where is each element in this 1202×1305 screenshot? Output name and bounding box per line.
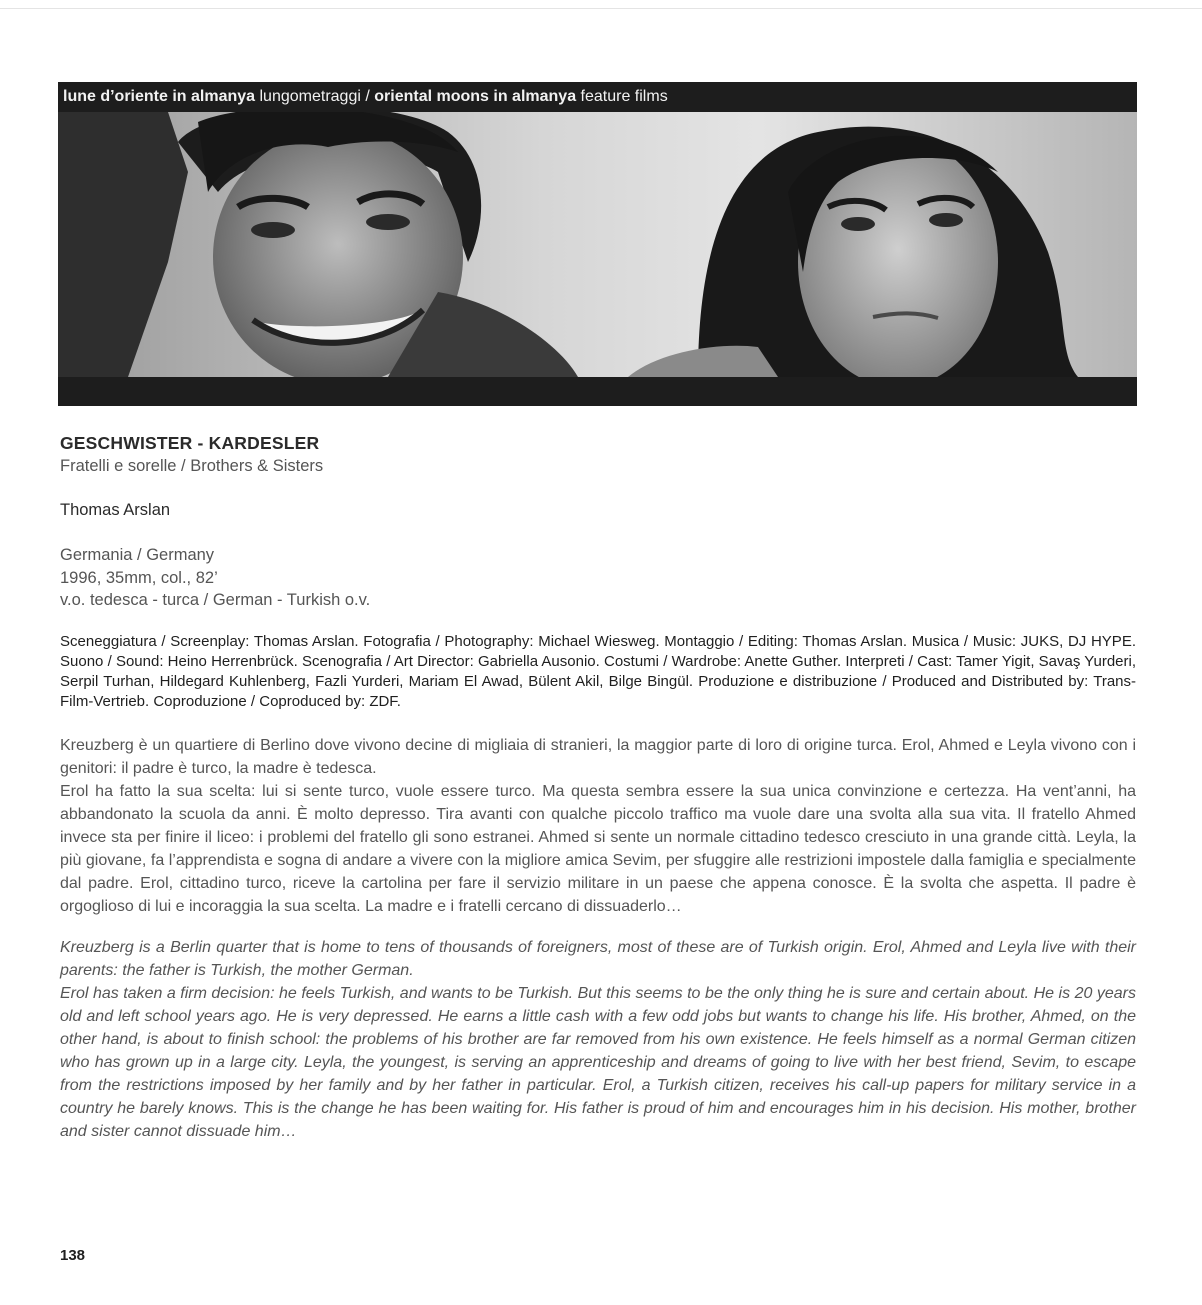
section-caption (58, 82, 1137, 112)
film-subtitle: Fratelli e sorelle / Brothers & Sisters (60, 457, 324, 475)
synopsis-paragraph: Erol ha fatto la sua scelta: lui si sente turco, vuole essere turco. Ma questa sembra essere la sua unica convinzione e certezza. Ha vent’anni, ha abbandonato la scuola da anni. È molto depresso. Tira avanti con qualche piccolo traffico ma vuole dare una svolta alla sua vita. Il fratello Ahmed invece sta per finire il liceo: i problemi del fratello gli sono estranei. Ahmed si sente un normale cittadino tedesco cresciuto in una grande città. Leyla, la più giovane, fa l’apprendista e sogna di andare a vivere con la migliore amica Sevim, per sfuggire alle restrizioni impostele dalla famiglia e specialmente dal padre. Erol, cittadino turco, riceve la cartolina per fare il servizio militare in un paese che appena conosce. È la svolta che aspetta. Il padre è orgoglioso di lui e incoraggia la sua scelta. La madre e i fratelli cercano di dissuaderlo… (60, 782, 1136, 915)
film-specs: 1996, 35mm, col., 82’ (60, 568, 218, 587)
synopsis-paragraph: Erol has taken a firm decision: he feels Turkish, and wants to be Turkish. But this seems to be the only thing he is sure and certain about. He is 20 years old and left school years ago. He is very depressed. He earns a little cash with a few odd jobs but wants to change his life. His brother, Ahmed, on the other hand, is about to finish school: the problems of his brother are far removed from his own existence. He feels himself as a normal German citizen who has grown up in a large city. Leyla, the youngest, is serving an apprenticeship and dreams of going to live with her best friend, Sevim, to escape from the restrictions imposed by her family and by her father in particular. Erol, a Turkish citizen, receives his call-up papers for military service in a country he barely knows. This is the change he has been waiting for. His father is proud of him and encourages him in his decision. His mother, brother and sister cannot dissuade him… (60, 984, 1136, 1140)
header-banner (58, 82, 1137, 406)
top-divider (0, 8, 1202, 9)
synopsis-italian (60, 734, 1136, 918)
section-title-en: oriental moons in almanya (374, 88, 577, 105)
caption-separator: / (365, 88, 370, 105)
synopsis-paragraph: Kreuzberg è un quartiere di Berlino dove vivono decine di migliaia di stranieri, la maggior parte di loro di origine turca. Erol, Ahmed e Leyla vivono con i genitori: il padre è turco, la madre è tedesca. (60, 736, 1136, 777)
synopsis-paragraph: Kreuzberg is a Berlin quarter that is home to tens of thousands of foreigners, most of these are of Turkish origin. Erol, Ahmed and Leyla live with their parents: the father is Turkish, the mother German. (60, 938, 1136, 979)
section-title-it: lune d’oriente in almanya (63, 88, 256, 105)
film-credits: Sceneggiatura / Screenplay: Thomas Arslan. Fotografia / Photography: Michael Wiesweg. Montaggio / Editing: Thomas Arslan. Musica / Music: JUKS, DJ HYPE. Suono / Sound: Heino Herrenbrück. Scenografia / Art Director: Gabriella Ausonio. Costumi / Wardrobe: Anette Guther. Interpreti / Cast: Tamer Yigit, Savaş Yurderi, Serpil Turhan, Hildegard Kuhlenberg, Fazli Yurderi, Mariam El Awad, Bülent Akil, Bilge Bingül. Produzione e distribuzione / Produced and Distributed by: Trans-Film-Vertrieb. Coproduzione / Coproduced by: ZDF. (60, 632, 1136, 710)
film-title: GESCHWISTER - KARDESLER (60, 433, 320, 453)
section-subtitle-en: feature films (580, 88, 668, 105)
page-number: 138 (60, 1247, 86, 1264)
film-details (60, 544, 1136, 612)
film-country: Germania / Germany (60, 546, 215, 564)
synopsis-english (60, 936, 1136, 1143)
film-still-photo (58, 112, 1137, 377)
film-language: v.o. tedesca - turca / German - Turkish o.v. (60, 591, 371, 609)
film-entry (60, 430, 1136, 1143)
section-subtitle-it: lungometraggi (259, 88, 361, 105)
film-director: Thomas Arslan (60, 501, 171, 519)
